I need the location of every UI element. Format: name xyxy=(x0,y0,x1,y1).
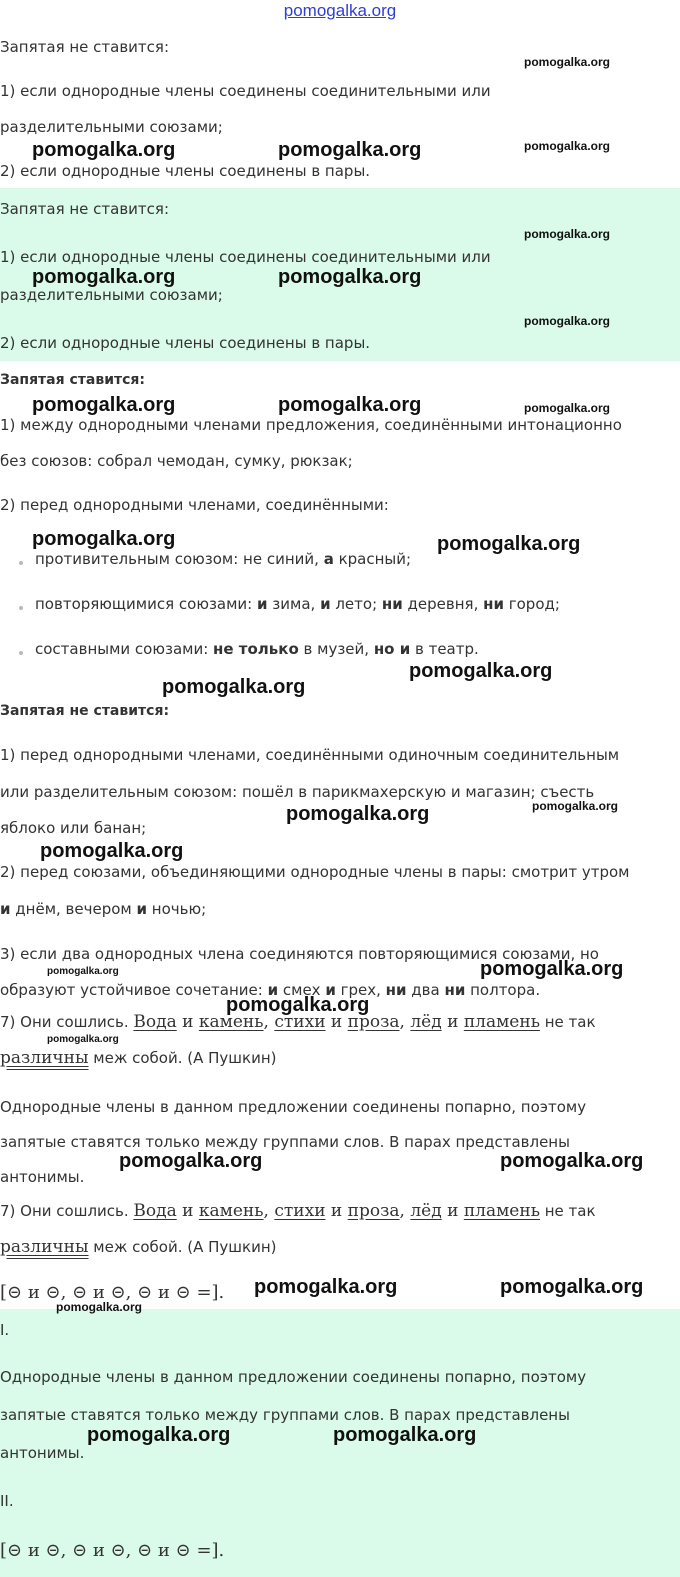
section2-item1-line2: разделительными союзами; xyxy=(0,286,223,304)
explanation-line3: антонимы. xyxy=(0,1168,85,1186)
watermark-text: pomogalka.org xyxy=(524,314,611,328)
answer-line1: Однородные члены в данном предложении соединены попарно, поэтому xyxy=(0,1368,587,1386)
section4-title: Запятая не ставится: xyxy=(0,703,170,719)
bullet-item-compound: составными союзами: не только в музей, но и в театр. xyxy=(35,640,479,658)
section2-title: Запятая не ставится: xyxy=(0,200,169,218)
watermark-text: pomogalka.org xyxy=(524,139,611,153)
section4-item1-line2: или разделительным союзом: пошёл в парикмахерскую и магазин; съесть xyxy=(0,783,595,801)
section3-title: Запятая ставится: xyxy=(0,372,146,388)
section3-item2: 2) перед однородными членами, соединёнными: xyxy=(0,496,389,514)
section2-item2: 2) если однородные члены соединены в пары. xyxy=(0,334,371,352)
section4-item1-line3: яблоко или банан; xyxy=(0,819,147,837)
watermark-text: pomogalka.org xyxy=(32,266,176,288)
watermark-text: pomogalka.org xyxy=(524,55,611,69)
watermark-text: pomogalka.org xyxy=(162,676,306,698)
watermark-text: pomogalka.org xyxy=(286,803,430,825)
section4-item2-line2: и днём, вечером и ночью; xyxy=(0,900,207,918)
watermark-text: pomogalka.org xyxy=(119,1150,263,1172)
section3-item1-line2: без союзов: собрал чемодан, сумку, рюкзак; xyxy=(0,452,353,470)
answer-line3: антонимы. xyxy=(0,1444,85,1462)
watermark-text: pomogalka.org xyxy=(524,401,611,415)
watermark-text: pomogalka.org xyxy=(409,660,553,682)
watermark-text: pomogalka.org xyxy=(254,1276,398,1298)
section2-item1-line1: 1) если однородные члены соединены соединительными или xyxy=(0,248,491,266)
explanation-line2: запятые ставятся только между группами слов. В парах представлены xyxy=(0,1133,570,1151)
bullet-dot xyxy=(19,651,23,655)
watermark-text: pomogalka.org xyxy=(226,994,370,1016)
watermark-text: pomogalka.org xyxy=(40,840,184,862)
example-sentence-line2: различны меж собой. (А Пушкин) xyxy=(0,1048,277,1068)
watermark-text: pomogalka.org xyxy=(47,966,119,977)
answer-line2: запятые ставятся только между группами слов. В парах представлены xyxy=(0,1406,570,1424)
watermark-text: pomogalka.org xyxy=(87,1424,231,1446)
watermark-text: pomogalka.org xyxy=(278,266,422,288)
section4-item3-line1: 3) если два однородных члена соединяются повторяющимися союзами, но xyxy=(0,945,599,963)
section4-item3-line2: образуют устойчивое сочетание: и смех и грех, ни два ни полтора. xyxy=(0,981,541,999)
section1-item2: 2) если однородные члены соединены в пары. xyxy=(0,162,371,180)
answer-label-2: II. xyxy=(0,1492,14,1510)
section1-item1-line1: 1) если однородные члены соединены соединительными или xyxy=(0,82,491,100)
watermark-text: pomogalka.org xyxy=(278,394,422,416)
section1-item1-line2: разделительными союзами; xyxy=(0,118,223,136)
watermark-text: pomogalka.org xyxy=(500,1150,644,1172)
watermark-text: pomogalka.org xyxy=(32,528,176,550)
bullet-dot xyxy=(19,561,23,565)
watermark-text: pomogalka.org xyxy=(278,139,422,161)
bullet-dot xyxy=(19,606,23,610)
bullet-item-adversative: противительным союзом: не синий, а красный; xyxy=(35,550,412,568)
sentence-scheme: [⊝ и ⊝, ⊝ и ⊝, ⊝ и ⊝ =]. xyxy=(0,1282,225,1303)
section1-title: Запятая не ставится: xyxy=(0,38,169,56)
watermark-text: pomogalka.org xyxy=(32,139,176,161)
watermark-text: pomogalka.org xyxy=(480,958,624,980)
site-watermark-link[interactable]: pomogalka.org xyxy=(283,1,397,20)
watermark-text: pomogalka.org xyxy=(524,227,611,241)
answer-label-1: I. xyxy=(0,1321,10,1339)
watermark-text: pomogalka.org xyxy=(47,1034,119,1045)
answer-scheme: [⊝ и ⊝, ⊝ и ⊝, ⊝ и ⊝ =]. xyxy=(0,1540,225,1561)
watermark-text: pomogalka.org xyxy=(32,394,176,416)
explanation-line1: Однородные члены в данном предложении соединены попарно, поэтому xyxy=(0,1098,587,1116)
bullet-item-repeated: повторяющимися союзами: и зима, и лето; ни деревня, ни город; xyxy=(35,595,560,613)
watermark-text: pomogalka.org xyxy=(56,1300,143,1314)
example-sentence-line1: 7) Они сошлись. Вода и камень, стихи и проза, лёд и пламень не так xyxy=(0,1012,596,1032)
section3-item1-line1: 1) между однородными членами предложения, соединёнными интонационно xyxy=(0,416,622,434)
example-sentence-repeat-line2: различны меж собой. (А Пушкин) xyxy=(0,1237,277,1257)
watermark-text: pomogalka.org xyxy=(333,1424,477,1446)
section4-item1-line1: 1) перед однородными членами, соединёнными одиночным соединительным xyxy=(0,746,620,764)
example-sentence-repeat-line1: 7) Они сошлись. Вода и камень, стихи и проза, лёд и пламень не так xyxy=(0,1201,596,1221)
section4-item2-line1: 2) перед союзами, объединяющими однородные члены в пары: смотрит утром xyxy=(0,863,630,881)
watermark-text: pomogalka.org xyxy=(437,533,581,555)
watermark-text: pomogalka.org xyxy=(500,1276,644,1298)
watermark-text: pomogalka.org xyxy=(532,799,619,813)
